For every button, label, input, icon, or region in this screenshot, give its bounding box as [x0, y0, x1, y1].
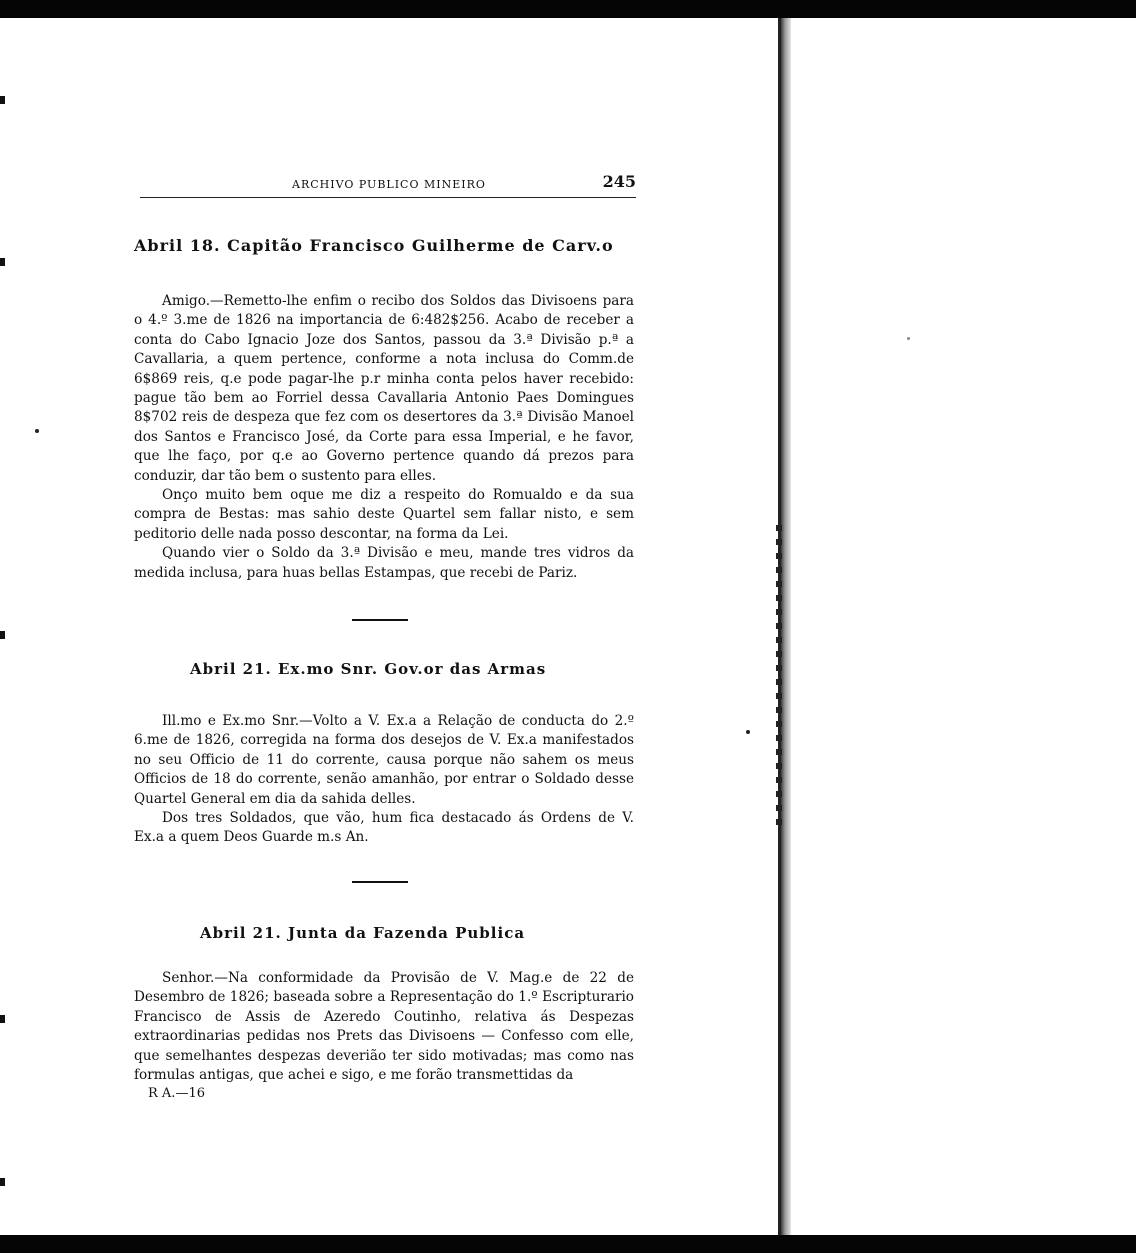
letter-paragraph: Senhor.—Na conformidade da Provisão de V. Mag.e de 22 de Desembro de 1826; baseada sobre a Representação do 1.º Escripturario Francisco de Assis de Azeredo Coutinho, relativa ás Despezas extraordinarias pedidas nos Prets das Divisoens — Confesso com elle, que semelhantes despezas deverião ter sido motivadas; mas como nas formulas antigas, que achei e sigo, e me forão transmettidas da	[134, 970, 634, 1084]
page-number: 245	[602, 172, 636, 191]
scan-bottom-border	[0, 1235, 1136, 1253]
letter-body	[134, 712, 634, 848]
letter-body	[134, 292, 634, 583]
signature-mark: R A.—16	[148, 1086, 205, 1101]
section-separator	[352, 881, 408, 883]
letter-body	[134, 969, 634, 1085]
scan-speck	[907, 337, 910, 340]
letter-heading: Abril 18. Capitão Francisco Guilherme de Carv.o	[134, 236, 614, 255]
letter-paragraph: Amigo.—Remetto-lhe enfim o recibo dos Soldos das Divisoens para o 4.º 3.me de 1826 na importancia de 6:482$256. Acabo de receber a conta do Cabo Ignacio Joze dos Santos, passou da 3.ª Divisão p.ª a Cavallaria, a quem pertence, conforme a nota inclusa do Comm.de 6$869 reis, q.e pode pagar-lhe p.r minha conta pelos haver recebido: pague tão bem ao Forriel dessa Cavallaria Antonio Paes Domingues 8$702 reis de despeza que fez com os desertores da 3.ª Divisão Manoel dos Santos e Francisco José, da Corte para essa Imperial, e he favor, que lhe faço, por q.e ao Governo pertence quando dá prezos para conduzir, dar tão bem o sustento para elles.	[134, 293, 634, 484]
letter-heading: Abril 21. Ex.mo Snr. Gov.or das Armas	[190, 660, 547, 678]
running-title: ARCHIVO PUBLICO MINEIRO	[292, 178, 486, 191]
letter-paragraph: Onço muito bem oque me diz a respeito do Romualdo e da sua compra de Bestas: mas sahio deste Quartel sem fallar nisto, e sem peditorio delle nada posso descontar, na forma da Lei.	[134, 487, 634, 542]
letter-paragraph: Dos tres Soldados, que vão, hum fica destacado ás Ordens de V. Ex.a a quem Deos Guarde m.s An.	[134, 810, 634, 846]
letter-paragraph: Quando vier o Soldo da 3.ª Divisão e meu, mande tres vidros da medida inclusa, para huas bellas Estampas, que recebi de Pariz.	[134, 545, 634, 581]
binding-gutter-shadow	[781, 18, 791, 1235]
letter-paragraph: Ill.mo e Ex.mo Snr.—Volto a V. Ex.a a Relação de conducta do 2.º 6.me de 1826, corregida na forma dos desejos de V. Ex.a manifestados no seu Officio de 11 do corrente, causa porque não sahem os meus Officios de 18 do corrente, senão amanhão, por entrar o Soldado desse Quartel General em dia da sahida delles.	[134, 713, 634, 807]
section-separator	[352, 619, 408, 621]
letter-heading: Abril 21. Junta da Fazenda Publica	[200, 924, 526, 942]
running-head	[140, 174, 636, 198]
header-rule	[140, 197, 636, 198]
